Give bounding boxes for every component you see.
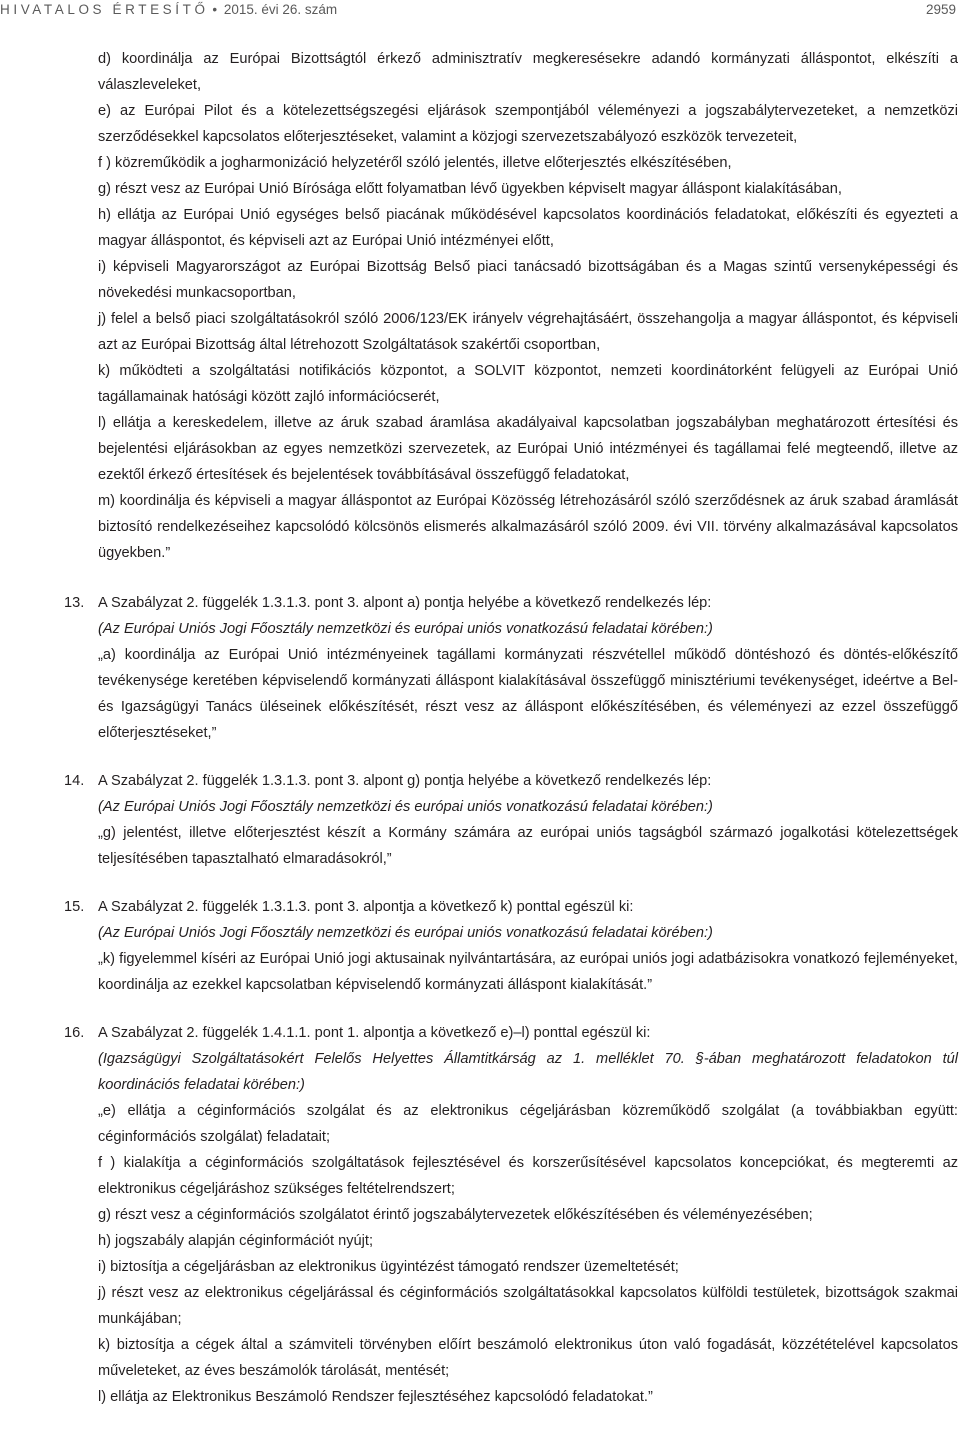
header-publication [0,2,337,17]
document-body [64,46,958,1410]
item-context: (Az Európai Uniós Jogi Főosztály nemzetközi és európai uniós vonatkozású feladatai körében:) [98,621,713,637]
item-text: g) részt vesz a céginformációs szolgálatot érintő jogszabálytervezetek előkészítésében és véleményezésében; [98,1207,813,1223]
item-text: „g) jelentést, illetve előterjesztést készít a Kormány számára az európai uniós tagságból származó jogalkotási kötelezettségek teljesítésében tapasztalható elmaradásokról,” [98,825,958,867]
item-context: (Az Európai Uniós Jogi Főosztály nemzetközi és európai uniós vonatkozású feladatai körében:) [98,799,713,815]
item-text: f ) kialakítja a céginformációs szolgáltatások fejlesztésével és korszerűsítésével kapcsolatos koncepciókat, és megteremti az elektronikus cégeljáráshoz szükséges feltételrendszert; [98,1155,958,1197]
item-context: (Igazságügyi Szolgáltatásokért Felelős Helyettes Államtitkárság az 1. melléklet 70. §-ában meghatározott feladatokon túl koordinációs feladatai körében:) [98,1051,958,1093]
list-item: d) koordinálja az Európai Bizottságtól érkező adminisztratív megkeresésekre adandó kormányzati álláspontot, elkészíti a válaszleveleket, [98,51,958,93]
amendment-item-14 [64,768,958,872]
item-text: k) biztosítja a cégek által a számviteli törvényben előírt beszámoló elektronikus úton való fogadását, közzétételével kapcsolatos műveleteket, az éves beszámolók tárolását, mentését; [98,1337,958,1379]
amendment-item-15 [64,894,958,998]
item-text: j) részt vesz az elektronikus cégeljárással és céginformációs szolgáltatásokkal kapcsolatos külföldi testületek, bizottságok szakmai munkájában; [98,1285,958,1327]
issue-label: 2015. évi 26. szám [223,2,338,17]
item-text: „e) ellátja a céginformációs szolgálat és az elektronikus cégeljárásban közreműködő szolgálat (a továbbiakban együtt: céginformációs szolgálat) feladatait; [98,1103,958,1145]
list-item: f ) közreműködik a jogharmonizáció helyzetéről szóló jelentés, illetve előterjesztés elkészítésében, [98,155,732,171]
publication-title: HIVATALOS ÉRTESÍTŐ [0,2,209,17]
item-text: i) biztosítja a cégeljárásban az elektronikus ügyintézést támogató rendszer üzemeltetését; [98,1259,679,1275]
item-text: l) ellátja az Elektronikus Beszámoló Rendszer fejlesztéséhez kapcsolódó feladatokat.” [98,1389,653,1405]
item-text: h) jogszabály alapján céginformációt nyújt; [98,1233,374,1249]
item-intro: A Szabályzat 2. függelék 1.3.1.3. pont 3. alpontja a következő k) ponttal egészül ki: [98,899,634,915]
list-item: e) az Európai Pilot és a kötelezettségszegési eljárások szempontjából véleményezi a jogszabálytervezeteket, a nemzetközi szerződésekkel kapcsolatos előterjesztéseket, valamint a közjogi szervezetszabályozó eszközök tervezeteit, [98,103,958,145]
amendment-item-16 [64,1020,958,1410]
page-header [0,0,960,20]
list-item: h) ellátja az Európai Unió egységes belső piacának működésével kapcsolatos koordinációs feladatokat, előkészíti és egyezteti a magyar álláspontot, és képviseli azt az Európai Unió intézményei előtt, [98,207,958,249]
item-number: 16. [64,1025,85,1041]
item-intro: A Szabályzat 2. függelék 1.4.1.1. pont 1. alpontja a következő e)–l) ponttal egészül ki: [98,1025,651,1041]
item-text: „k) figyelemmel kíséri az Európai Unió jogi aktusainak nyilvántartására, az európai uniós jogi adatbázisokra vonatkozó fejleményeket, koordinálja az ezekkel kapcsolatban képviselendő kormányzati álláspont kialakítását.” [98,951,958,993]
header-bullet: • [212,2,218,17]
amendment-item-13 [64,590,958,746]
top-list [98,46,958,566]
item-number: 15. [64,899,85,915]
list-item: k) működteti a szolgáltatási notifikációs központot, a SOLVIT központot, nemzeti koordinátorként felügyeli az Európai Unió tagállamainak hatósági között zajló információcserét, [98,363,958,405]
list-item: i) képviseli Magyarországot az Európai Bizottság Belső piaci tanácsadó bizottságában és a Magas szintű versenyképességi és növekedési munkacsoportban, [98,259,958,301]
item-text: „a) koordinálja az Európai Unió intézményeinek tagállami kormányzati részvétellel működő döntéshozó és döntés-előkészítő tevékenysége keretében képviselendő kormányzati álláspont kialakításával összefüggő minisztériumi tevékenységet, ideértve a Bel- és Igazságügyi Tanács üléseinek előkészítését, részt vesz az álláspont előkészítésében, és véleményezi az ezzel összefüggő előterjesztéseket,” [98,647,958,741]
page-number: 2959 [925,2,956,17]
item-context: (Az Európai Uniós Jogi Főosztály nemzetközi és európai uniós vonatkozású feladatai körében:) [98,925,713,941]
item-number: 14. [64,773,85,789]
list-item: j) felel a belső piaci szolgáltatásokról szóló 2006/123/EK irányelv végrehajtásáért, összehangolja a magyar álláspontot, és képviseli azt az Európai Bizottság által létrehozott Szolgáltatások szakértői csoportban, [98,311,958,353]
list-item: g) részt vesz az Európai Unió Bírósága előtt folyamatban lévő ügyekben képviselt magyar álláspont kialakításában, [98,181,842,197]
item-intro: A Szabályzat 2. függelék 1.3.1.3. pont 3. alpont a) pontja helyébe a következő rendelkezés lép: [98,595,712,611]
item-intro: A Szabályzat 2. függelék 1.3.1.3. pont 3. alpont g) pontja helyébe a következő rendelkezés lép: [98,773,712,789]
list-item: l) ellátja a kereskedelem, illetve az áruk szabad áramlása akadályaival kapcsolatban jogszabályban meghatározott értesítési és bejelentési eljárásokban az egyes nemzetközi szervezetek, az Európai Unió intézményei és tagállamai felé megteendő, illetve az ezektől érkező értesítések és bejelentések továbbításával összefüggő feladatokat, [98,415,958,483]
list-item: m) koordinálja és képviseli a magyar álláspontot az Európai Közösség létrehozásáról szóló szerződésnek az áruk szabad áramlását biztosító rendelkezéseihez kapcsolódó kölcsönös elismerés alkalmazásáról szóló 2009. évi VII. törvény alkalmazásával kapcsolatos ügyekben.” [98,493,958,561]
item-number: 13. [64,595,85,611]
